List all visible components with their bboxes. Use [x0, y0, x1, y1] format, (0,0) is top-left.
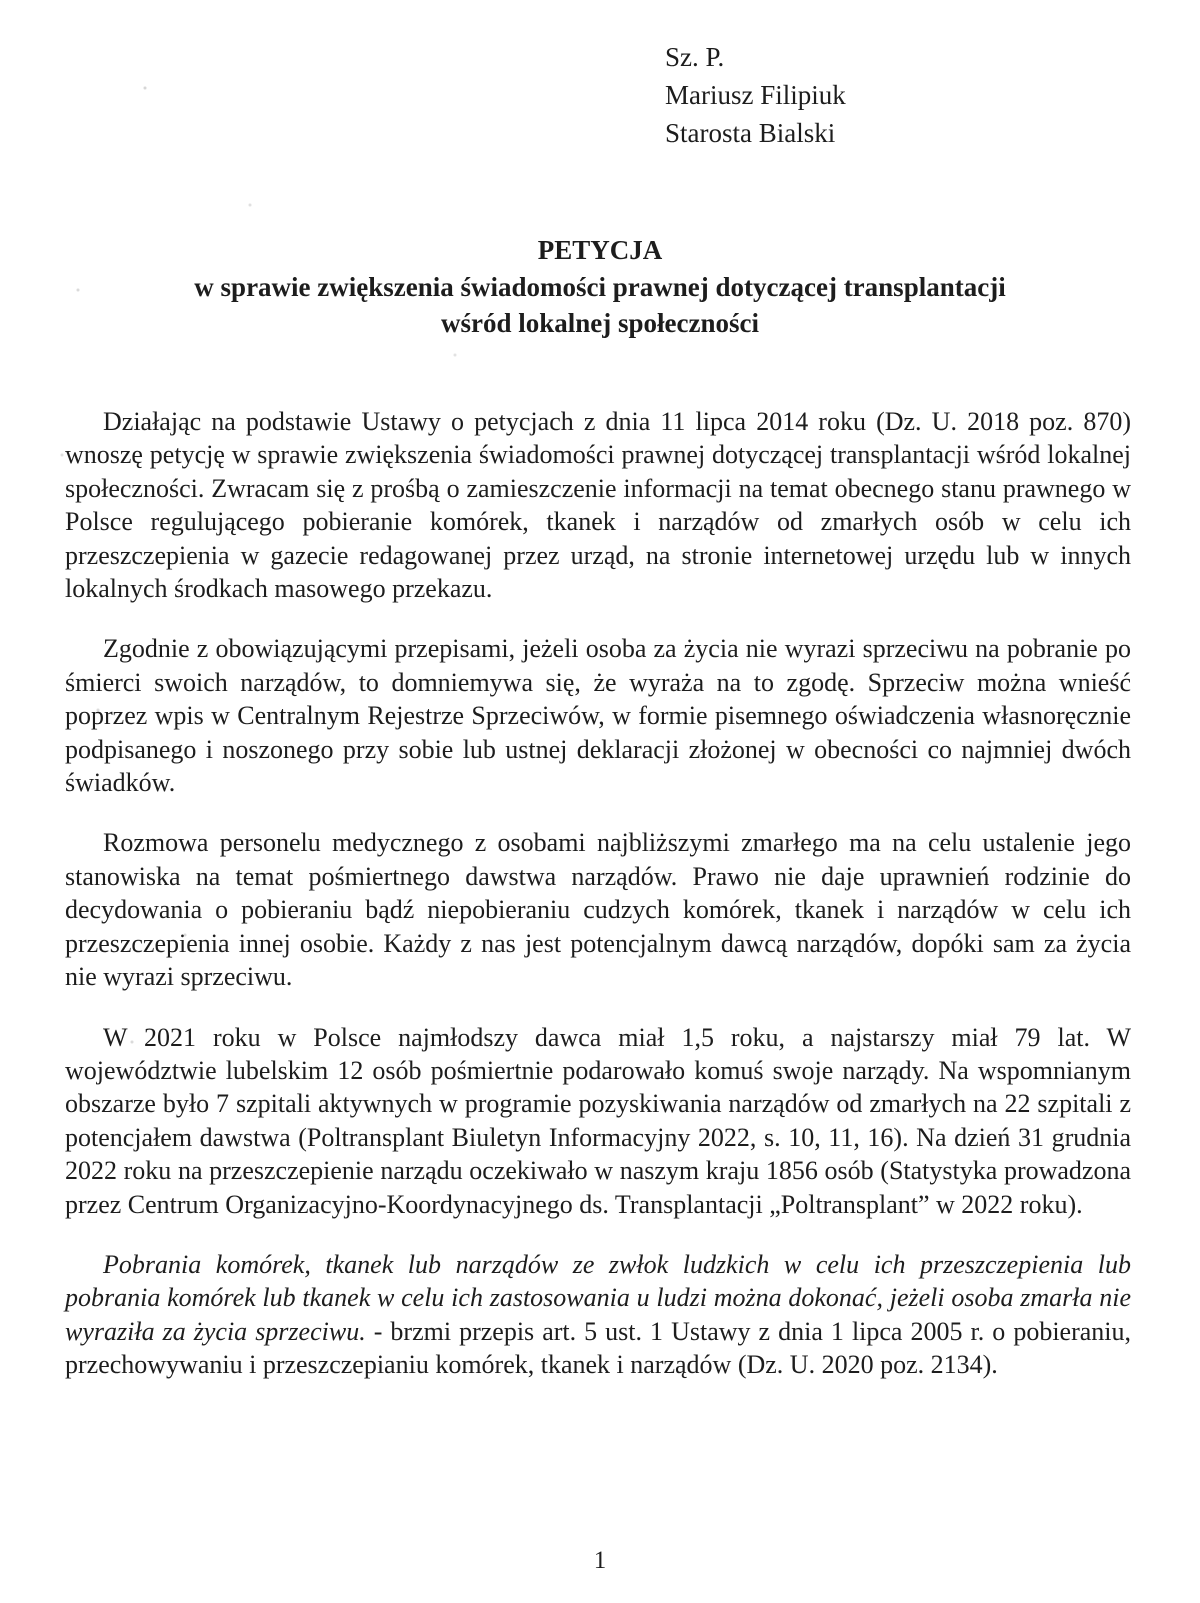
- page-number: 1: [593, 1547, 607, 1574]
- document-title: PETYCJA: [537, 235, 663, 265]
- recipient-title: Starosta Bialski: [665, 118, 836, 148]
- document-subtitle-line-2: wśród lokalnej społeczności: [440, 308, 759, 338]
- law-quote-italic: Pobrania komórek, tkanek lub narządów ze zwłok ludzkich w celu ich przeszczepienia lub pobrania komórek lub tkanek w celu ich zastosowania u ludzi można dokonać, jeżeli osoba zmarła nie wyraziła za życia sprzeciwu.: [65, 1249, 1131, 1346]
- paragraph-family-conversation: Rozmowa personelu medycznego z osobami najbliższymi zmarłego ma na celu ustalenie jego stanowiska na temat pośmiertnego dawstwa narządów. Prawo nie daje uprawnień rodzinie do decydowania o pobieraniu bądź niepobieraniu cudzych komórek, tkanek i narządów w celu ich przeszczepienia innej osobie. Każdy z nas jest potencjalnym dawcą narządów, dopóki sam za życia nie wyrazi sprzeciwu.: [65, 828, 1131, 992]
- recipient-salutation: Sz. P.: [665, 42, 725, 72]
- paragraph-statistics: W 2021 roku w Polsce najmłodszy dawca miał 1,5 roku, a najstarszy miał 79 lat. W województwie lubelskim 12 osób pośmiertnie podarowało komuś swoje narządy. Na wspomnianym obszarze było 7 szpitali aktywnych w programie pozyskiwania narządów od zmarłych na 22 szpitali z potencjałem dawstwa (Poltransplant Biuletyn Informacyjny 2022, s. 10, 11, 16). Na dzień 31 grudnia 2022 roku na przeszczepienie narządu oczekiwało w naszym kraju 1856 osób (Statystyka prowadzona przez Centrum Organizacyjno-Koordynacyjnego ds. Transplantacji „Poltransplant” w 2022 roku).: [65, 1022, 1131, 1219]
- document-title-block: [0, 232, 1200, 341]
- paragraph-legal-basis: Działając na podstawie Ustawy o petycjach z dnia 11 lipca 2014 roku (Dz. U. 2018 poz. 870) wnoszę petycję w sprawie zwiększenia świadomości prawnej dotyczącej transplantacji wśród lokalnej społeczności. Zwracam się z prośbą o zamieszczenie informacji na temat obecnego stanu prawnego w Polsce regulującego pobieranie komórek, tkanek i narządów od zmarłych osób w celu ich przeszczepienia w gazecie redagowanej przez urząd, na stronie internetowej urzędu lub w innych lokalnych środkach masowego przekazu.: [65, 407, 1131, 604]
- document-subtitle-line-1: w sprawie zwiększenia świadomości prawnej dotyczącej transplantacji: [194, 272, 1006, 302]
- paragraph-consent-presumption: Zgodnie z obowiązującymi przepisami, jeżeli osoba za życia nie wyrazi sprzeciwu na pobranie po śmierci swoich narządów, to domniemywa się, że wyraża na to zgodę. Sprzeciw można wnieść poprzez wpis w Centralnym Rejestrze Sprzeciwów, w formie pisemnego oświadczenia własnoręcznie podpisanego i noszonego przy sobie lub ustnej deklaracji złożonej w obecności co najmniej dwóch świadków.: [65, 634, 1131, 798]
- law-quote-reference: - brzmi przepis art. 5 ust. 1 Ustawy z dnia 1 lipca 2005 r. o pobieraniu, przechowywaniu i przeszczepianiu komórek, tkanek i narządów (Dz. U. 2020 poz. 2134).: [65, 1316, 1131, 1380]
- document-body: [65, 405, 1131, 1382]
- recipient-block: [665, 38, 846, 152]
- recipient-name: Mariusz Filipiuk: [665, 80, 846, 110]
- paragraph-law-quote: [65, 1248, 1131, 1382]
